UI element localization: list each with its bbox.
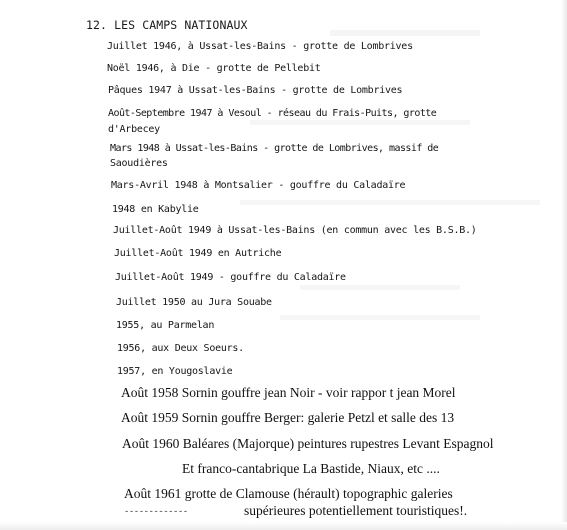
entry-line: 1955, au Parmelan [116, 320, 215, 331]
entry-line: Juillet 1946, à Ussat-les-Bains - grotte de Lombrives [107, 41, 413, 52]
entry-line-serif: Et franco-cantabrique La Bastide, Niaux, etc .... [182, 461, 440, 476]
entry-line-serif: Août 1961 grotte de Clamouse (hérault) topographic galeries [124, 486, 453, 501]
entry-line: 1948 en Kabylie [112, 204, 199, 215]
entry-line: 1957, en Yougoslavie [117, 366, 233, 377]
entry-line: Mars-Avril 1948 à Montsalier - gouffre du Caladaïre [111, 180, 406, 191]
entry-line: Mars 1948 à Ussat-les-Bains - grotte de Lombrives, massif de [110, 143, 439, 154]
entry-line: Juillet 1950 au Jura Souabe [116, 297, 272, 308]
entry-line: 1956, aux Deux Soeurs. [117, 343, 244, 354]
bleed-through-mark [240, 200, 540, 205]
entry-line-serif: Août 1959 Sornin gouffre Berger: galerie Petzl et salle des 13 [121, 410, 455, 425]
dashed-line: ------------- [124, 507, 188, 517]
section-heading: 12. LES CAMPS NATIONAUX [86, 18, 248, 32]
page-edge-shadow [0, 522, 567, 530]
page-edge-shadow [561, 0, 567, 530]
entry-line: Juillet-Août 1949 en Autriche [114, 248, 282, 259]
entry-line-serif: Août 1960 Baléares (Majorque) peintures rupestres Levant Espagnol [122, 436, 494, 451]
entry-line: Pâques 1947 à Ussat-les-Bains - grotte de Lombrives [108, 85, 403, 96]
entry-line: d'Arbecey [108, 124, 160, 135]
entry-line-serif: Août 1958 Sornin gouffre jean Noir - voir rappor t jean Morel [121, 385, 456, 400]
entry-line-serif: supérieures potentiellement touristiques!. [244, 503, 468, 518]
bleed-through-mark [280, 315, 480, 320]
bleed-through-mark [250, 120, 470, 125]
entry-line: Juillet-Août 1949 - gouffre du Caladaïre [115, 272, 346, 283]
bleed-through-mark [300, 285, 460, 290]
entry-line: Saoudières [110, 158, 168, 169]
bleed-through-mark [330, 30, 480, 36]
entry-line: Noël 1946, à Die - grotte de Pellebit [107, 63, 321, 74]
entry-line: Juillet-Août 1949 à Ussat-les-Bains (en commun avec les B.S.B.) [113, 225, 477, 236]
entry-line: Août-Septembre 1947 à Vesoul - réseau du Frais-Puits, grotte [108, 108, 437, 119]
